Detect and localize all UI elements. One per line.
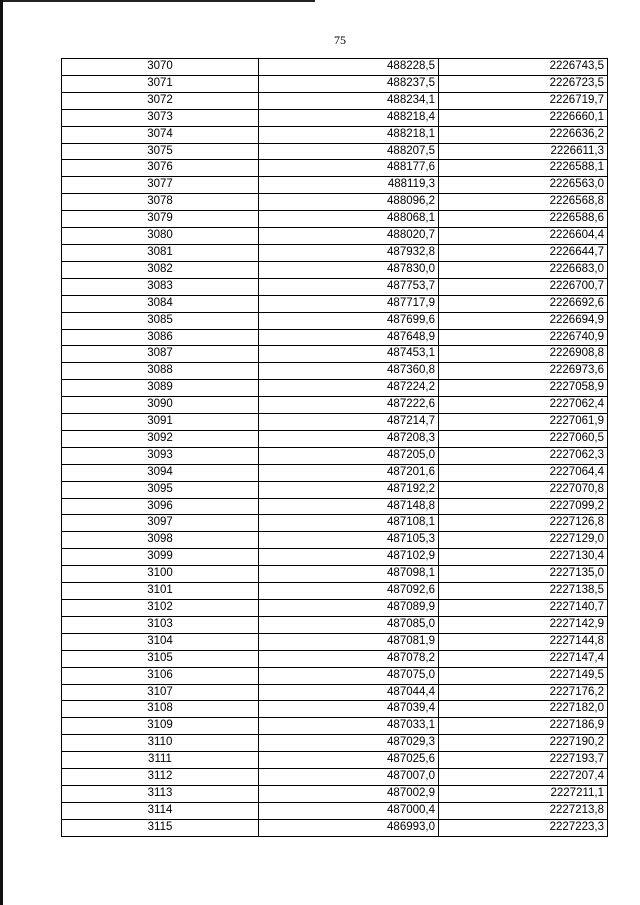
x-coordinate-cell: 487102,9 xyxy=(259,549,439,566)
y-coordinate-cell: 2227138,5 xyxy=(439,583,608,600)
table-row xyxy=(62,600,608,617)
y-coordinate-cell: 2226563,0 xyxy=(439,177,608,194)
x-coordinate-cell: 487025,6 xyxy=(259,752,439,769)
x-coordinate-cell: 488218,4 xyxy=(259,109,439,126)
point-number-cell: 3112 xyxy=(62,769,259,786)
table-row xyxy=(62,549,608,566)
table-row xyxy=(62,515,608,532)
table-row xyxy=(62,464,608,481)
point-number-cell: 3070 xyxy=(62,59,259,76)
table-row xyxy=(62,785,608,802)
point-number-cell: 3077 xyxy=(62,177,259,194)
table-row xyxy=(62,566,608,583)
x-coordinate-cell: 487085,0 xyxy=(259,616,439,633)
point-number-cell: 3107 xyxy=(62,684,259,701)
point-number-cell: 3097 xyxy=(62,515,259,532)
table-row xyxy=(62,684,608,701)
x-coordinate-cell: 488119,3 xyxy=(259,177,439,194)
x-coordinate-cell: 487007,0 xyxy=(259,769,439,786)
table-row xyxy=(62,819,608,836)
scan-left-edge xyxy=(0,0,3,905)
coordinates-table xyxy=(61,58,608,837)
y-coordinate-cell: 2226694,9 xyxy=(439,312,608,329)
table-row xyxy=(62,329,608,346)
table-row xyxy=(62,312,608,329)
point-number-cell: 3085 xyxy=(62,312,259,329)
y-coordinate-cell: 2227126,8 xyxy=(439,515,608,532)
x-coordinate-cell: 487224,2 xyxy=(259,380,439,397)
point-number-cell: 3098 xyxy=(62,532,259,549)
point-number-cell: 3087 xyxy=(62,346,259,363)
x-coordinate-cell: 487453,1 xyxy=(259,346,439,363)
y-coordinate-cell: 2227064,4 xyxy=(439,464,608,481)
point-number-cell: 3073 xyxy=(62,109,259,126)
table-row xyxy=(62,414,608,431)
table-row xyxy=(62,481,608,498)
table-row xyxy=(62,447,608,464)
y-coordinate-cell: 2226740,9 xyxy=(439,329,608,346)
point-number-cell: 3083 xyxy=(62,278,259,295)
point-number-cell: 3075 xyxy=(62,143,259,160)
x-coordinate-cell: 487000,4 xyxy=(259,802,439,819)
point-number-cell: 3111 xyxy=(62,752,259,769)
point-number-cell: 3076 xyxy=(62,160,259,177)
point-number-cell: 3072 xyxy=(62,92,259,109)
y-coordinate-cell: 2226719,7 xyxy=(439,92,608,109)
x-coordinate-cell: 486993,0 xyxy=(259,819,439,836)
point-number-cell: 3088 xyxy=(62,363,259,380)
table-row xyxy=(62,735,608,752)
table-row xyxy=(62,143,608,160)
table-row xyxy=(62,346,608,363)
scan-top-rule xyxy=(0,0,315,2)
table-row xyxy=(62,802,608,819)
table-row xyxy=(62,701,608,718)
y-coordinate-cell: 2227061,9 xyxy=(439,414,608,431)
y-coordinate-cell: 2226743,5 xyxy=(439,59,608,76)
x-coordinate-cell: 487033,1 xyxy=(259,718,439,735)
point-number-cell: 3105 xyxy=(62,650,259,667)
table-row xyxy=(62,244,608,261)
page-number: 75 xyxy=(334,33,346,47)
point-number-cell: 3100 xyxy=(62,566,259,583)
point-number-cell: 3101 xyxy=(62,583,259,600)
table-row xyxy=(62,397,608,414)
y-coordinate-cell: 2227130,4 xyxy=(439,549,608,566)
x-coordinate-cell: 488020,7 xyxy=(259,228,439,245)
table-row xyxy=(62,160,608,177)
point-number-cell: 3099 xyxy=(62,549,259,566)
table-row xyxy=(62,211,608,228)
x-coordinate-cell: 487932,8 xyxy=(259,244,439,261)
x-coordinate-cell: 487717,9 xyxy=(259,295,439,312)
table-row xyxy=(62,194,608,211)
y-coordinate-cell: 2227213,8 xyxy=(439,802,608,819)
x-coordinate-cell: 488237,5 xyxy=(259,75,439,92)
table-row xyxy=(62,616,608,633)
y-coordinate-cell: 2227129,0 xyxy=(439,532,608,549)
table-row xyxy=(62,295,608,312)
point-number-cell: 3079 xyxy=(62,211,259,228)
x-coordinate-cell: 488218,1 xyxy=(259,126,439,143)
table-row xyxy=(62,650,608,667)
point-number-cell: 3094 xyxy=(62,464,259,481)
table-row xyxy=(62,752,608,769)
table-row xyxy=(62,583,608,600)
point-number-cell: 3114 xyxy=(62,802,259,819)
y-coordinate-cell: 2227182,0 xyxy=(439,701,608,718)
point-number-cell: 3108 xyxy=(62,701,259,718)
y-coordinate-cell: 2226723,5 xyxy=(439,75,608,92)
table-row xyxy=(62,363,608,380)
table-row xyxy=(62,380,608,397)
table-row xyxy=(62,532,608,549)
table-row xyxy=(62,278,608,295)
point-number-cell: 3086 xyxy=(62,329,259,346)
x-coordinate-cell: 487753,7 xyxy=(259,278,439,295)
x-coordinate-cell: 488096,2 xyxy=(259,194,439,211)
y-coordinate-cell: 2226568,8 xyxy=(439,194,608,211)
point-number-cell: 3074 xyxy=(62,126,259,143)
point-number-cell: 3102 xyxy=(62,600,259,617)
x-coordinate-cell: 488207,5 xyxy=(259,143,439,160)
x-coordinate-cell: 487201,6 xyxy=(259,464,439,481)
y-coordinate-cell: 2226611,3 xyxy=(439,143,608,160)
x-coordinate-cell: 487089,9 xyxy=(259,600,439,617)
y-coordinate-cell: 2226644,7 xyxy=(439,244,608,261)
point-number-cell: 3090 xyxy=(62,397,259,414)
y-coordinate-cell: 2227144,8 xyxy=(439,633,608,650)
y-coordinate-cell: 2226660,1 xyxy=(439,109,608,126)
x-coordinate-cell: 487108,1 xyxy=(259,515,439,532)
y-coordinate-cell: 2227140,7 xyxy=(439,600,608,617)
point-number-cell: 3081 xyxy=(62,244,259,261)
y-coordinate-cell: 2227207,4 xyxy=(439,769,608,786)
x-coordinate-cell: 488177,6 xyxy=(259,160,439,177)
x-coordinate-cell: 487044,4 xyxy=(259,684,439,701)
point-number-cell: 3115 xyxy=(62,819,259,836)
y-coordinate-cell: 2227060,5 xyxy=(439,430,608,447)
x-coordinate-cell: 487002,9 xyxy=(259,785,439,802)
y-coordinate-cell: 2227190,2 xyxy=(439,735,608,752)
point-number-cell: 3080 xyxy=(62,228,259,245)
point-number-cell: 3093 xyxy=(62,447,259,464)
x-coordinate-cell: 487105,3 xyxy=(259,532,439,549)
table-row xyxy=(62,633,608,650)
x-coordinate-cell: 487648,9 xyxy=(259,329,439,346)
y-coordinate-cell: 2227062,3 xyxy=(439,447,608,464)
y-coordinate-cell: 2227070,8 xyxy=(439,481,608,498)
point-number-cell: 3109 xyxy=(62,718,259,735)
y-coordinate-cell: 2226700,7 xyxy=(439,278,608,295)
point-number-cell: 3078 xyxy=(62,194,259,211)
x-coordinate-cell: 487075,0 xyxy=(259,667,439,684)
y-coordinate-cell: 2227058,9 xyxy=(439,380,608,397)
table-row xyxy=(62,109,608,126)
point-number-cell: 3103 xyxy=(62,616,259,633)
y-coordinate-cell: 2226604,4 xyxy=(439,228,608,245)
point-number-cell: 3089 xyxy=(62,380,259,397)
y-coordinate-cell: 2227147,4 xyxy=(439,650,608,667)
y-coordinate-cell: 2226588,6 xyxy=(439,211,608,228)
point-number-cell: 3082 xyxy=(62,261,259,278)
point-number-cell: 3071 xyxy=(62,75,259,92)
point-number-cell: 3084 xyxy=(62,295,259,312)
table-row xyxy=(62,430,608,447)
y-coordinate-cell: 2226588,1 xyxy=(439,160,608,177)
table-row xyxy=(62,59,608,76)
table-row xyxy=(62,769,608,786)
y-coordinate-cell: 2227062,4 xyxy=(439,397,608,414)
coordinates-table-body xyxy=(62,59,608,837)
table-row xyxy=(62,498,608,515)
x-coordinate-cell: 487699,6 xyxy=(259,312,439,329)
y-coordinate-cell: 2227142,9 xyxy=(439,616,608,633)
point-number-cell: 3110 xyxy=(62,735,259,752)
y-coordinate-cell: 2226683,0 xyxy=(439,261,608,278)
y-coordinate-cell: 2227193,7 xyxy=(439,752,608,769)
point-number-cell: 3104 xyxy=(62,633,259,650)
point-number-cell: 3092 xyxy=(62,430,259,447)
x-coordinate-cell: 487208,3 xyxy=(259,430,439,447)
point-number-cell: 3095 xyxy=(62,481,259,498)
x-coordinate-cell: 487092,6 xyxy=(259,583,439,600)
x-coordinate-cell: 487039,4 xyxy=(259,701,439,718)
y-coordinate-cell: 2227149,5 xyxy=(439,667,608,684)
x-coordinate-cell: 487098,1 xyxy=(259,566,439,583)
y-coordinate-cell: 2227135,0 xyxy=(439,566,608,583)
y-coordinate-cell: 2226908,8 xyxy=(439,346,608,363)
table-row xyxy=(62,92,608,109)
y-coordinate-cell: 2226636,2 xyxy=(439,126,608,143)
x-coordinate-cell: 488228,5 xyxy=(259,59,439,76)
x-coordinate-cell: 487360,8 xyxy=(259,363,439,380)
point-number-cell: 3091 xyxy=(62,414,259,431)
x-coordinate-cell: 487222,6 xyxy=(259,397,439,414)
point-number-cell: 3113 xyxy=(62,785,259,802)
x-coordinate-cell: 487830,0 xyxy=(259,261,439,278)
x-coordinate-cell: 488068,1 xyxy=(259,211,439,228)
x-coordinate-cell: 487078,2 xyxy=(259,650,439,667)
x-coordinate-cell: 487029,3 xyxy=(259,735,439,752)
y-coordinate-cell: 2227176,2 xyxy=(439,684,608,701)
y-coordinate-cell: 2227186,9 xyxy=(439,718,608,735)
y-coordinate-cell: 2227223,3 xyxy=(439,819,608,836)
x-coordinate-cell: 487081,9 xyxy=(259,633,439,650)
table-row xyxy=(62,75,608,92)
table-row xyxy=(62,718,608,735)
x-coordinate-cell: 488234,1 xyxy=(259,92,439,109)
y-coordinate-cell: 2227211,1 xyxy=(439,785,608,802)
y-coordinate-cell: 2226973,6 xyxy=(439,363,608,380)
point-number-cell: 3106 xyxy=(62,667,259,684)
x-coordinate-cell: 487148,8 xyxy=(259,498,439,515)
y-coordinate-cell: 2226692,6 xyxy=(439,295,608,312)
y-coordinate-cell: 2227099,2 xyxy=(439,498,608,515)
table-row xyxy=(62,261,608,278)
point-number-cell: 3096 xyxy=(62,498,259,515)
table-row xyxy=(62,667,608,684)
table-row xyxy=(62,228,608,245)
x-coordinate-cell: 487214,7 xyxy=(259,414,439,431)
x-coordinate-cell: 487192,2 xyxy=(259,481,439,498)
table-row xyxy=(62,126,608,143)
x-coordinate-cell: 487205,0 xyxy=(259,447,439,464)
table-row xyxy=(62,177,608,194)
